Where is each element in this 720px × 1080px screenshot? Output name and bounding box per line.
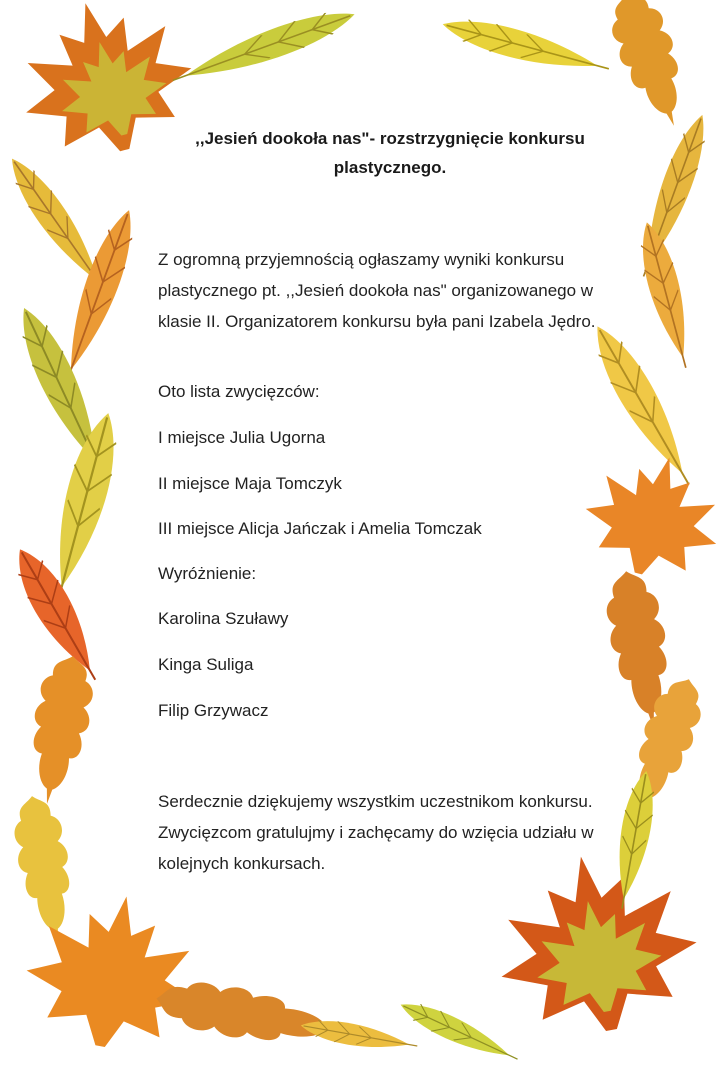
second-place: II miejsce Maja Tomczyk (158, 474, 342, 493)
leaf-icon (583, 318, 704, 493)
closing-paragraph: Serdecznie dziękujemy wszystkim uczestnikom konkursu. Zwycięzcom gratulujmy i zachęcamy do wzięcia udziału w kolejnych konkursach. (158, 792, 594, 873)
leaf-icon (168, 1, 360, 94)
winners-heading: Oto lista zwycięzców: (158, 382, 320, 401)
leaf-icon (396, 994, 523, 1069)
leaf-icon (439, 11, 613, 83)
oak-leaf-icon (600, 0, 700, 135)
maple-leaf-icon (573, 440, 720, 591)
third-place: III miejsce Alicja Jańczak i Amelia Tomczak (158, 519, 482, 538)
distinction-heading: Wyróżnienie: (158, 564, 257, 583)
leaf-icon (630, 110, 716, 281)
distinction-item: Karolina Szuławy (158, 609, 289, 628)
oak-leaf-icon (7, 792, 82, 948)
first-place: I miejsce Julia Ugorna (158, 428, 326, 447)
intro-paragraph: Z ogromną przyjemnością ogłaszamy wyniki konkursu plastycznego pt. ,,Jesień dookoła nas" organizowanego w klasie II. Organizatorem konkursu była pani Izabela Jędro. (158, 250, 596, 331)
distinction-item: Filip Grzywacz (158, 701, 269, 720)
page-title: ,,Jesień dookoła nas"- rozstrzygnięcie konkursu plastycznego. (195, 129, 585, 177)
oak-leaf-icon (152, 974, 348, 1056)
distinction-item: Kinga Suliga (158, 655, 254, 674)
leaf-icon (632, 219, 700, 372)
oak-leaf-icon (20, 651, 100, 808)
